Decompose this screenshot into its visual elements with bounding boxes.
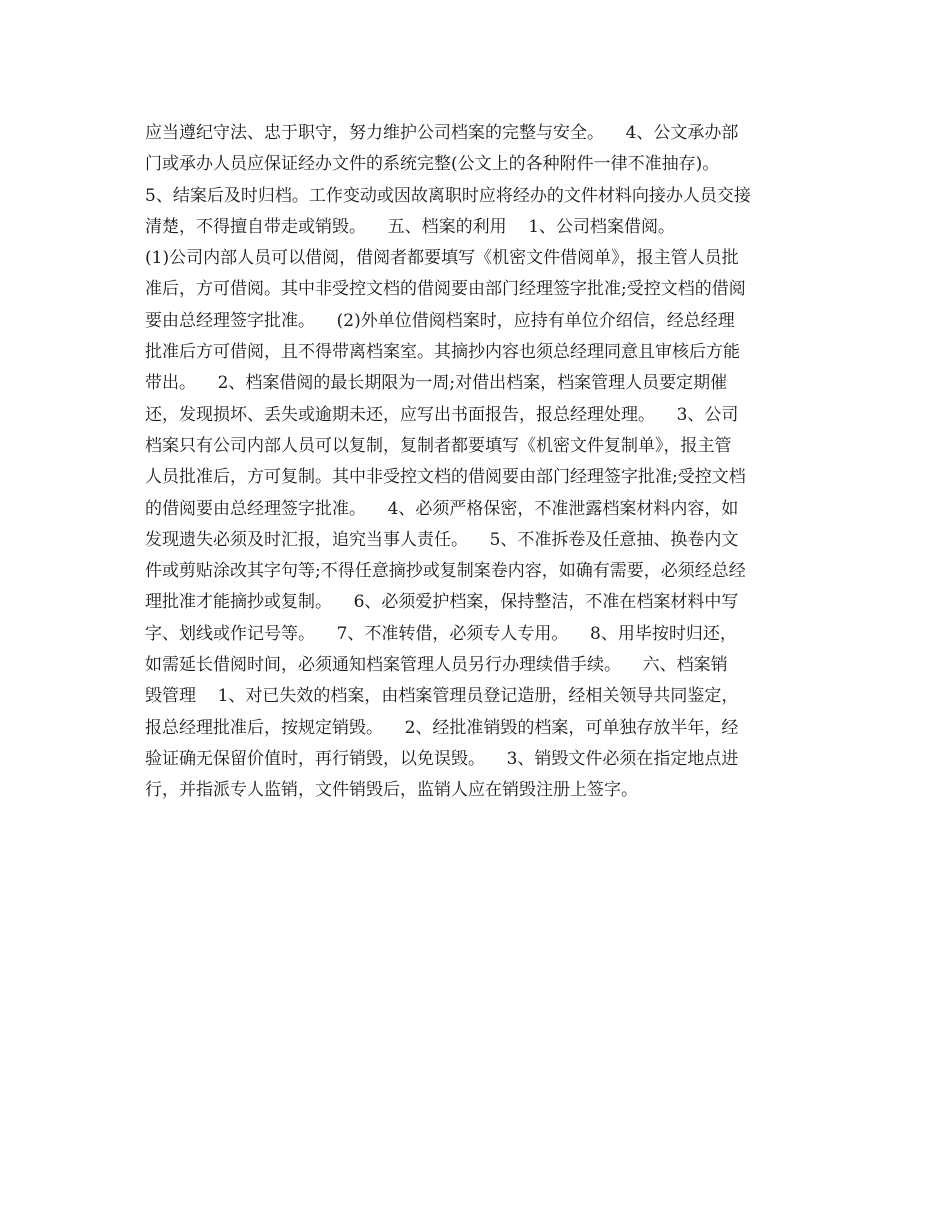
body-text-line: 行，并指派专人监销，文件销毁后，监销人应在销毁注册上签字。: [145, 780, 638, 801]
body-text-line: 5、结案后及时归档。工作变动或因故离职时应将经办的文件材料向接办人员交接: [145, 185, 751, 206]
body-text-line: 件或剪贴涂改其字句等;不得任意摘抄或复制案卷内容，如确有需要，必须经总经: [145, 561, 746, 582]
body-text-line: 批准后方可借阅，且不得带离档案室。其摘抄内容也须总经理同意且审核后方能: [145, 342, 740, 363]
body-text-line: 要由总经理签字批准。 (2)外单位借阅档案时，应持有单位介绍信，经总经理: [145, 310, 735, 331]
body-text-line: 的借阅要由总经理签字批准。 4、必须严格保密，不准泄露档案材料内容，如: [145, 498, 739, 519]
body-text-line: 理批准才能摘抄或复制。 6、必须爱护档案，保持整洁，不准在档案材料中写: [145, 592, 739, 613]
body-text-line: 如需延长借阅时间，必须通知档案管理人员另行办理续借手续。 六、档案销: [145, 655, 728, 676]
body-text-line: 带出。 2、档案借阅的最长期限为一周;对借出档案，档案管理人员要定期催: [145, 373, 728, 394]
body-text-line: 字、划线或作记号等。 7、不准转借，必须专人专用。 8、用毕按时归还，: [145, 623, 737, 644]
body-text-line: 档案只有公司内部人员可以复制，复制者都要填写《机密文件复制单》，报主管: [145, 435, 732, 456]
body-text-line: 报总经理批准后，按规定销毁。 2、经批准销毁的档案，可单独存放半年，经: [145, 717, 739, 738]
body-text-line: 发现遗失必须及时汇报，追究当事人责任。 5、不准拆卷及任意抽、换卷内文: [145, 529, 739, 550]
document-body: [145, 118, 815, 807]
body-text-line: 应当遵纪守法、忠于职守，努力维护公司档案的完整与安全。 4、公文承办部: [145, 123, 739, 143]
body-text-line: 毁管理 1、对已失效的档案，由档案管理员登记造册，经相关领导共同鉴定，: [145, 686, 739, 707]
body-text-line: 还，发现损坏、丢失或逾期未还，应写出书面报告，报总经理处理。 3、公司: [145, 404, 739, 425]
body-text-line: 验证确无保留价值时，再行销毁，以免误毁。 3、销毁文件必须在指定地点进: [145, 748, 739, 769]
body-text-line: 人员批准后，方可复制。其中非受控文档的借阅要由部门经理签字批准;受控文档: [145, 467, 746, 488]
body-text-line: 准后，方可借阅。其中非受控文档的借阅要由部门经理签字批准;受控文档的借阅: [145, 279, 746, 300]
body-text-line: 清楚，不得擅自带走或销毁。 五、档案的利用 1、公司档案借阅。: [145, 216, 676, 237]
body-text-line: 门或承办人员应保证经办文件的系统完整(公文上的各种附件一律不准抽存)。: [145, 154, 720, 175]
body-text-line: (1)公司内部人员可以借阅，借阅者都要填写《机密文件借阅单》，报主管人员批: [145, 248, 739, 269]
